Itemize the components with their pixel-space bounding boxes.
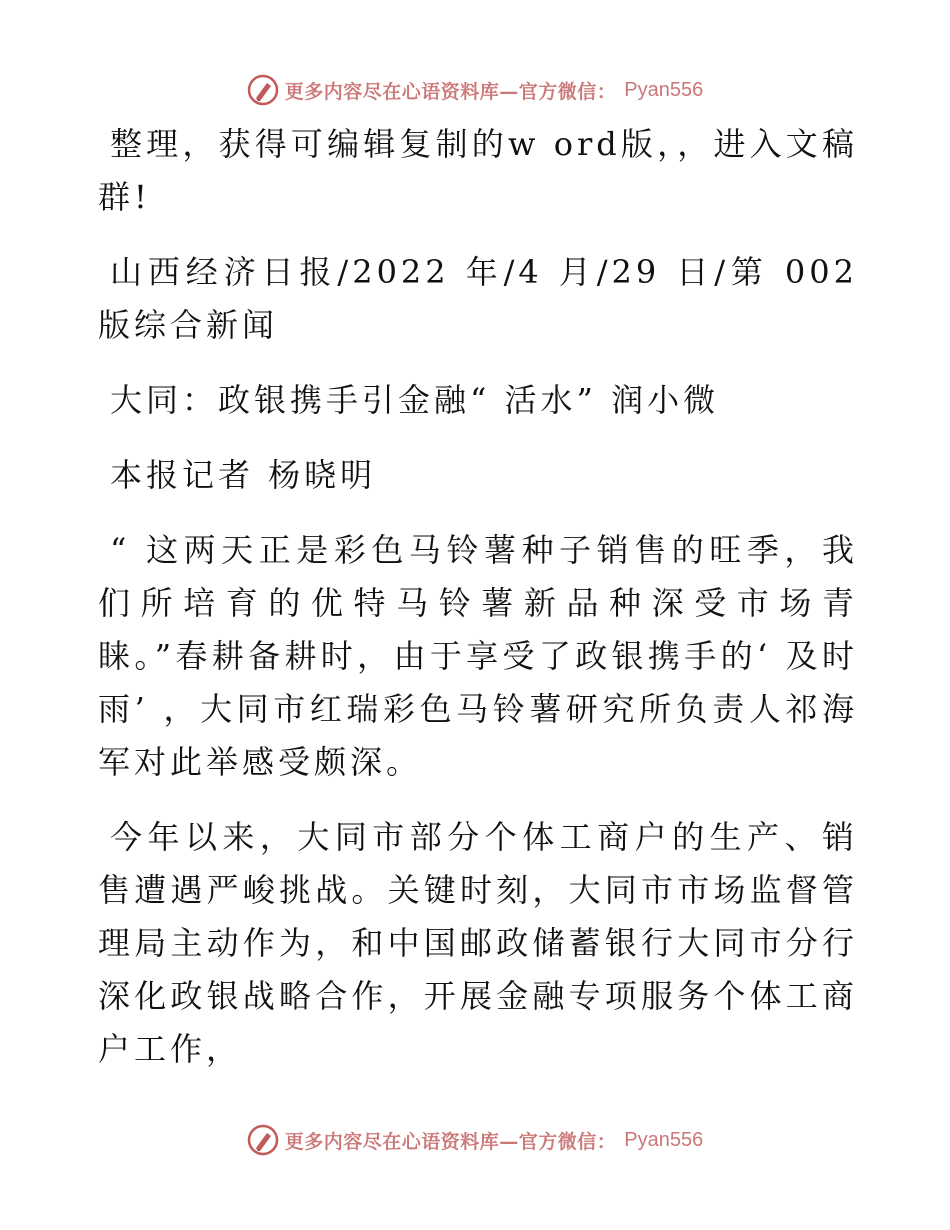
reporter-byline: 本报记者 杨晓明 xyxy=(110,456,377,494)
pen-logo-icon xyxy=(247,1124,279,1156)
watermark-header xyxy=(0,70,950,110)
body-paragraph: “ 这两天正是彩色马铃薯种子销售的旺季，我们所培育的优特马铃薯新品种深受市场青睐。”春耕备耕时，由于享受了政银携手的‘ 及时雨’ ，大同市红瑞彩色马铃薯研究所负责人祁海军对此举感受颇深。 xyxy=(98,531,858,781)
watermark-footer xyxy=(0,1120,950,1160)
intro-paragraph: 整理，获得可编辑复制的w ord版，，进入文稿群! xyxy=(98,125,858,216)
article-title: 大同：政银携手引金融“ 活水” 润小微 xyxy=(110,381,720,419)
source-line: 山西经济日报/2022 年/4 月/29 日/第 002 版综合新闻 xyxy=(98,253,858,344)
pen-logo-icon xyxy=(247,74,279,106)
document-body xyxy=(98,118,858,1098)
watermark-wechat-id: Pyan556 xyxy=(624,1128,704,1151)
watermark-text: 更多内容尽在心语资料库—官方微信： xyxy=(284,1130,617,1153)
watermark-text: 更多内容尽在心语资料库—官方微信： xyxy=(284,80,617,103)
watermark-wechat-id: Pyan556 xyxy=(624,78,704,101)
body-paragraph: 今年以来，大同市部分个体工商户的生产、销售遭遇严峻挑战。关键时刻，大同市市场监督管理局主动作为，和中国邮政储蓄银行大同市分行深化政银战略合作，开展金融专项服务个体工商户工作， xyxy=(98,818,858,1068)
